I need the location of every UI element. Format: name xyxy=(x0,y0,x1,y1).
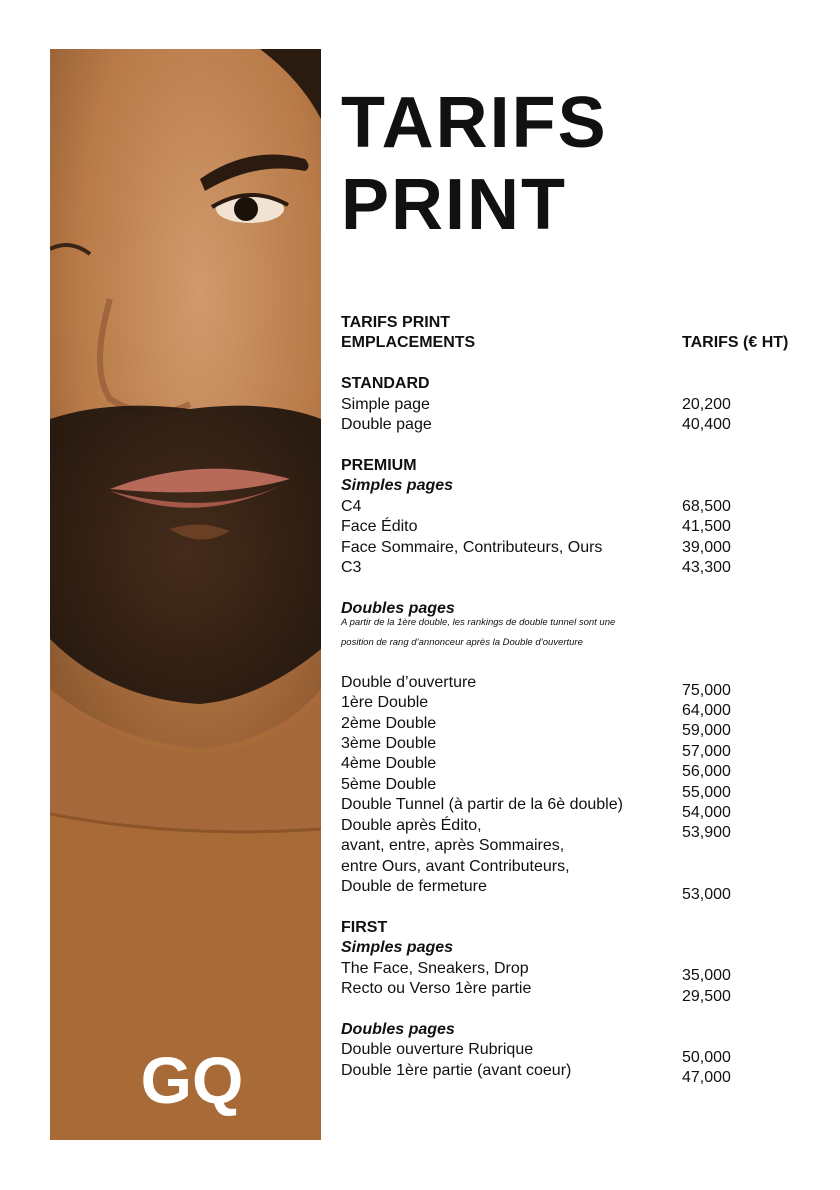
premium-doubles-note-line-1: A partir de la 1ère double, les rankings de double tunnel sont une xyxy=(341,617,616,628)
page-title xyxy=(341,82,608,246)
first-double-price: 50,000 xyxy=(682,1049,731,1066)
first-double-label: Double 1ère partie (avant coeur) xyxy=(341,1062,572,1079)
standard-heading: STANDARD xyxy=(341,375,430,392)
premium-double-label: entre Ours, avant Contributeurs, xyxy=(341,858,570,875)
premium-simples-heading: Simples pages xyxy=(341,477,454,494)
premium-double-label: Double Tunnel (à partir de la 6è double) xyxy=(341,796,623,813)
first-simple-price: 29,500 xyxy=(682,988,731,1005)
gq-logo: GQ xyxy=(140,1043,244,1117)
cover-photo xyxy=(50,49,321,1140)
first-heading: FIRST xyxy=(341,919,388,936)
premium-double-label: 1ère Double xyxy=(341,694,429,711)
face-illustration xyxy=(50,49,321,1140)
first-double-price: 47,000 xyxy=(682,1069,731,1086)
premium-simple-label: C4 xyxy=(341,498,362,515)
premium-double-price: 57,000 xyxy=(682,743,731,760)
first-simple-label: The Face, Sneakers, Drop xyxy=(341,960,529,977)
first-simple-price: 35,000 xyxy=(682,967,731,984)
premium-double-price: 64,000 xyxy=(682,702,731,719)
premium-double-price: 53,900 xyxy=(682,824,731,841)
first-simple-label: Recto ou Verso 1ère partie xyxy=(341,980,532,997)
premium-simple-price: 39,000 xyxy=(682,539,731,556)
premium-double-label: Double après Édito, xyxy=(341,817,482,834)
first-simples-heading: Simples pages xyxy=(341,939,454,956)
premium-simple-price: 41,500 xyxy=(682,518,731,535)
premium-double-price: 75,000 xyxy=(682,682,731,699)
header-price-column: TARIFS (€ HT) xyxy=(682,334,789,351)
premium-double-label: Double de fermeture xyxy=(341,878,487,895)
premium-double-label: 3ème Double xyxy=(341,735,437,752)
premium-double-price: 55,000 xyxy=(682,784,731,801)
premium-simple-label: Face Édito xyxy=(341,518,418,535)
standard-row-price: 40,400 xyxy=(682,416,731,433)
title-line-2: PRINT xyxy=(341,165,567,245)
premium-simple-price: 43,300 xyxy=(682,559,731,576)
first-double-label: Double ouverture Rubrique xyxy=(341,1041,534,1058)
premium-simple-price: 68,500 xyxy=(682,498,731,515)
premium-simple-label: C3 xyxy=(341,559,362,576)
title-line-1: TARIFS xyxy=(341,83,608,163)
premium-double-label: Double d’ouverture xyxy=(341,674,477,691)
standard-row-price: 20,200 xyxy=(682,396,731,413)
premium-double-price: 54,000 xyxy=(682,804,731,821)
header-left-line-2: EMPLACEMENTS xyxy=(341,334,476,351)
premium-double-price: 59,000 xyxy=(682,722,731,739)
premium-double-price: 56,000 xyxy=(682,763,731,780)
standard-row-label: Double page xyxy=(341,416,432,433)
premium-doubles-heading: Doubles pages xyxy=(341,600,455,617)
first-doubles-heading: Doubles pages xyxy=(341,1021,455,1038)
standard-row-label: Simple page xyxy=(341,396,430,413)
premium-double-label: 5ème Double xyxy=(341,776,437,793)
premium-double-label: 4ème Double xyxy=(341,755,437,772)
premium-double-label: avant, entre, après Sommaires, xyxy=(341,837,565,854)
premium-simple-label: Face Sommaire, Contributeurs, Ours xyxy=(341,539,603,556)
premium-double-price: 53,000 xyxy=(682,886,731,903)
premium-double-label: 2ème Double xyxy=(341,715,437,732)
header-left-line-1: TARIFS PRINT xyxy=(341,314,451,331)
premium-doubles-note-line-2: position de rang d’annonceur après la Double d’ouverture xyxy=(341,637,583,648)
premium-heading: PREMIUM xyxy=(341,457,417,474)
